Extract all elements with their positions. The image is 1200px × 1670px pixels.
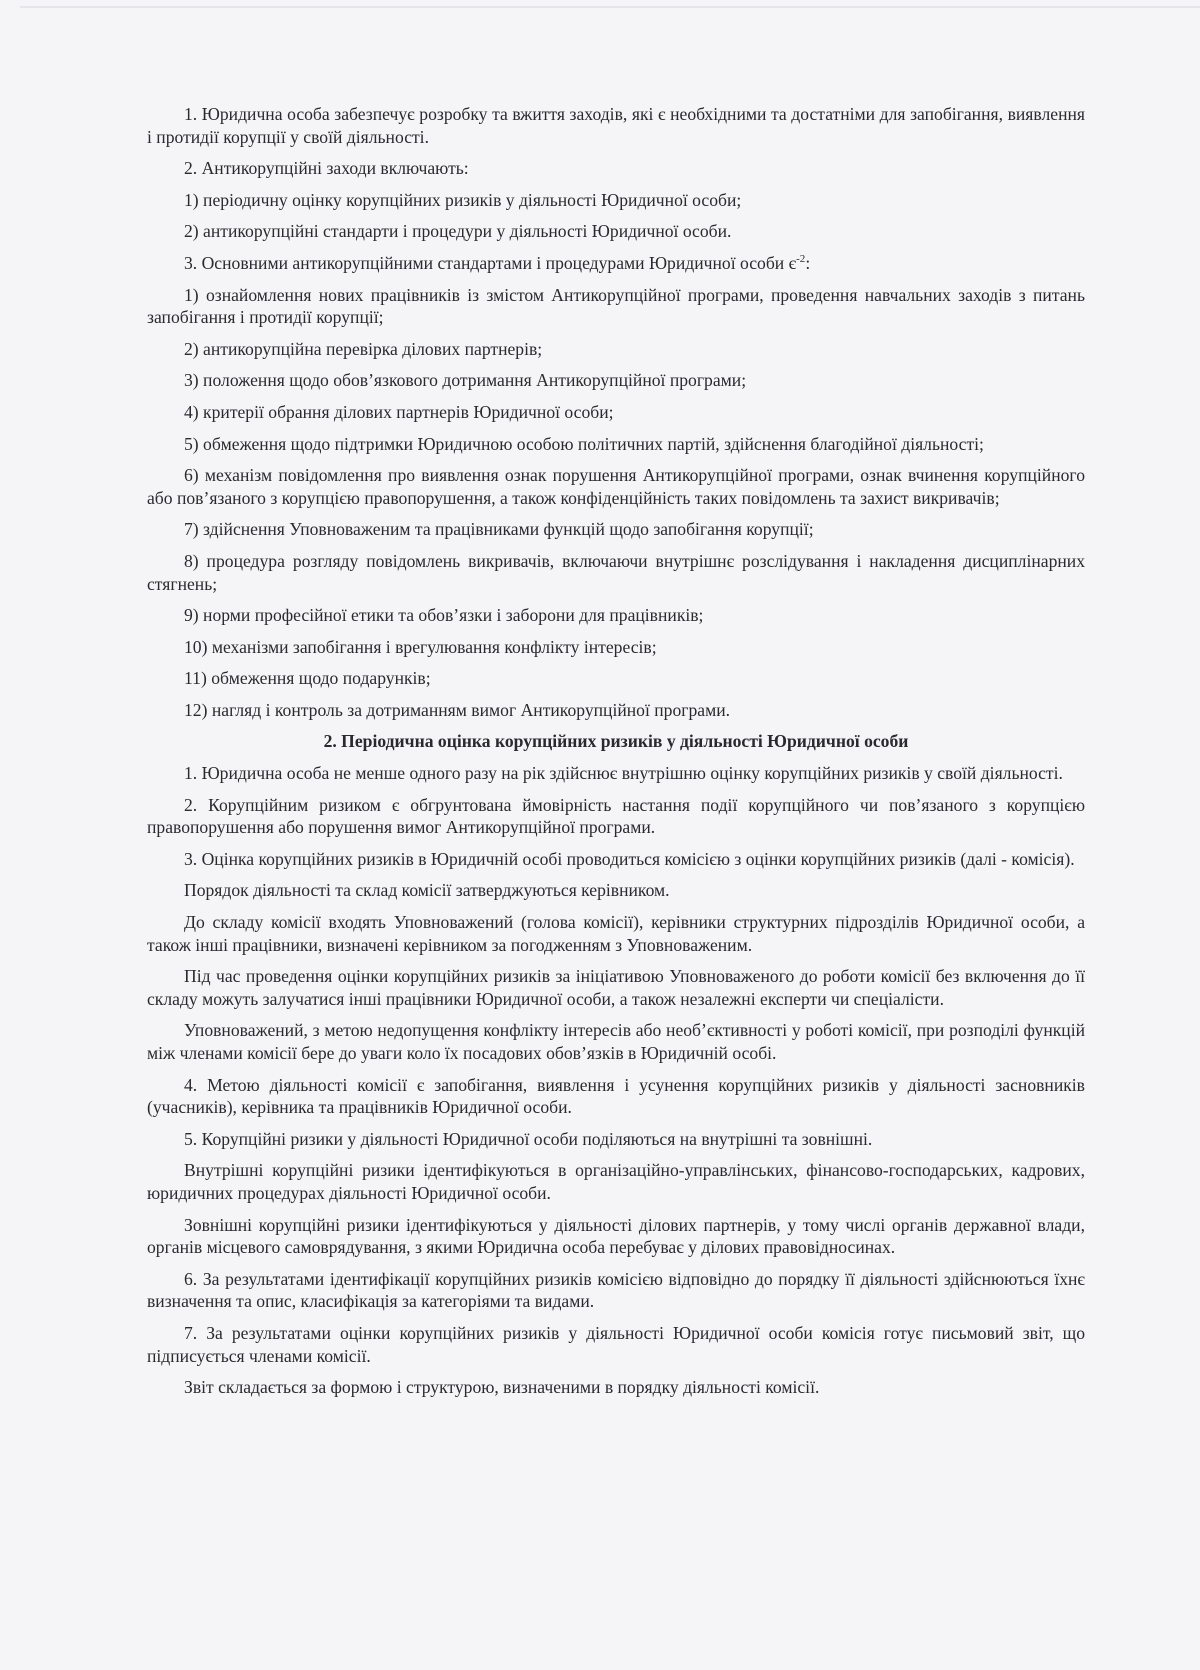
list-item: 12) нагляд і контроль за дотриманням вимог Антикорупційної програми. <box>184 699 731 720</box>
standards-intro-colon: : <box>805 252 811 273</box>
list-item: 4) критерії обрання ділових партнерів Юридичної особи; <box>184 401 614 422</box>
paragraph: 5. Корупційні ризики у діяльності Юридичної особи поділяються на внутрішні та зовнішні. <box>184 1128 873 1149</box>
paragraph: 2. Корупційним ризиком є обгрунтована ймовірність настання події корупційного чи пов’язаного з корупцією правопорушення або порушення вимог Антикорупційної програми. <box>147 794 1085 838</box>
paragraph: 2. Антикорупційні заходи включають: <box>184 158 469 179</box>
footnote-marker: -2 <box>796 253 806 266</box>
paragraph: До складу комісії входять Уповноважений (голова комісії), керівники структурних підрозділів Юридичної особи, а також інші працівники, визначені керівником за погодженням з Уповноваженим. <box>147 912 1085 955</box>
list-item: 1) періодичну оцінку корупційних ризиків у діяльності Юридичної особи; <box>184 189 742 210</box>
list-item: 3) положення щодо обов’язкового дотримання Антикорупційної програми; <box>184 370 747 391</box>
paragraph: 1. Юридична особа забезпечує розробку та вжиття заходів, які є необхідними та достатніми для запобігання, виявлення і протидії корупції у своїй діяльності. <box>147 104 1085 147</box>
paragraph: 4. Метою діяльності комісії є запобігання, виявлення і усунення корупційних ризиків у діяльності засновників (учасників), керівника та працівників Юридичної особи. <box>147 1074 1085 1118</box>
section-heading: 2. Періодична оцінка корупційних ризиків у діяльності Юридичної особи <box>323 731 909 752</box>
page-edge-shadow <box>20 6 1200 8</box>
paragraph: Порядок діяльності та склад комісії затверджуються керівником. <box>184 880 670 901</box>
list-item: 2) антикорупційна перевірка ділових партнерів; <box>184 338 543 359</box>
list-item: 2) антикорупційні стандарти і процедури у діяльності Юридичної особи. <box>184 221 732 242</box>
list-item: 5) обмеження щодо підтримки Юридичною особою політичних партій, здійснення благодійної діяльності; <box>184 433 984 454</box>
paragraph: Внутрішні корупційні ризики ідентифікуються в організаційно-управлінських, фінансово-господарських, кадрових, юридичних процедурах діяльності Юридичної особи. <box>147 1160 1085 1203</box>
paragraph-standards-intro <box>147 252 1085 275</box>
list-item: 6) механізм повідомлення про виявлення ознак порушення Антикорупційної програми, ознак вчинення корупційного або пов’язаного з корупцією правопорушення, а також конфіденційність таких повідомлень та захист викривачів; <box>147 465 1085 508</box>
paragraph: 7. За результатами оцінки корупційних ризиків у діяльності Юридичної особи комісія готує письмовий звіт, що підписується членами комісії. <box>147 1322 1085 1366</box>
list-item: 1) ознайомлення нових працівників із змістом Антикорупційної програми, проведення навчальних заходів з питань запобігання і протидії корупції; <box>147 284 1085 328</box>
paragraph: Уповноважений, з метою недопущення конфлікту інтересів або необ’єктивності у роботі комісії, при розподілі функцій між членами комісії бере до уваги коло їх посадових обов’язків в Юридичній особі. <box>147 1020 1085 1063</box>
list-item: 10) механізми запобігання і врегулювання конфлікту інтересів; <box>184 636 657 657</box>
paragraph: Звіт складається за формою і структурою, визначеними в порядку діяльності комісії. <box>184 1377 820 1398</box>
paragraph: 1. Юридична особа не менше одного разу на рік здійснює внутрішню оцінку корупційних ризиків у своїй діяльності. <box>184 763 1063 784</box>
standards-intro-text: 3. Основними антикорупційними стандартами і процедурами Юридичної особи є <box>184 252 797 273</box>
list-item: 8) процедура розгляду повідомлень викривачів, включаючи внутрішнє розслідування і накладення дисциплінарних стягнень; <box>147 550 1085 594</box>
paragraph: 6. За результатами ідентифікації корупційних ризиків комісією відповідно до порядку її діяльності здійснюються їхнє визначення та опис, класифікація за категоріями та видами. <box>147 1268 1085 1312</box>
list-item: 7) здійснення Уповноваженим та працівниками функцій щодо запобігання корупції; <box>184 519 814 540</box>
paragraph: Зовнішні корупційні ризики ідентифікуються у діяльності ділових партнерів, у тому числі органів державної влади, органів місцевого самоврядування, з якими Юридична особа перебуває у ділових правовідносинах. <box>147 1214 1085 1258</box>
paragraph: Під час проведення оцінки корупційних ризиків за ініціативою Уповноваженого до роботи комісії без включення до її складу можуть залучатися інші працівники Юридичної особи, а також незалежні експерти чи спеціалісти. <box>147 966 1085 1009</box>
list-item: 11) обмеження щодо подарунків; <box>184 668 431 689</box>
paragraph: 3. Оцінка корупційних ризиків в Юридичній особі проводиться комісією з оцінки корупційних ризиків (далі - комісія). <box>184 848 1075 869</box>
list-item: 9) норми професійної етики та обов’язки і заборони для працівників; <box>184 605 704 626</box>
document-body <box>147 103 1085 1408</box>
